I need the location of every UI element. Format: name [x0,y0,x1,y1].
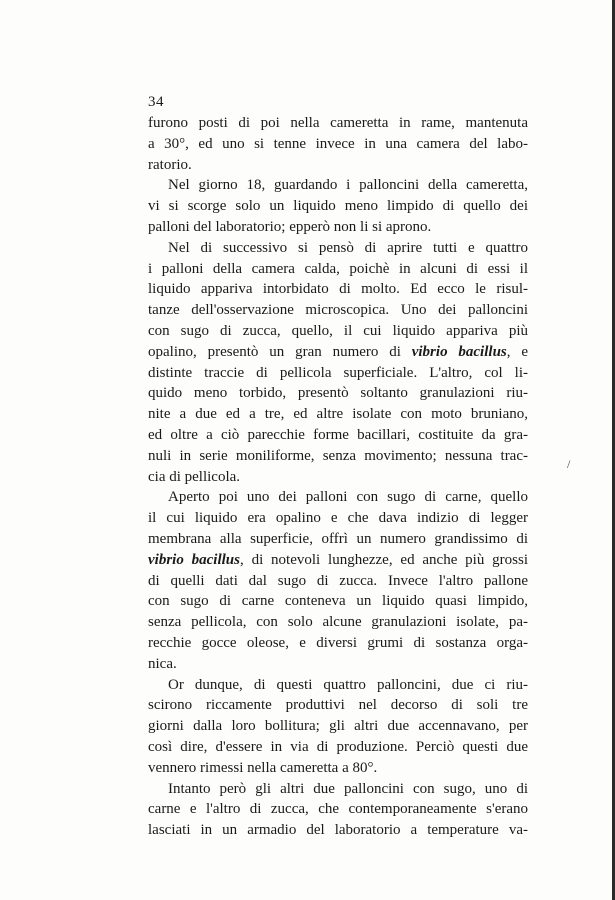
text-line: senza pellicola, con solo alcune granulazioni isolate, pa- [148,614,528,631]
text-line: con sugo di zucca, quello, il cui liquido appariva più [148,322,528,339]
text-line: membrana alla superficie, offrì un numero grandissimo di [148,530,528,547]
text-line: nica. [148,655,177,672]
text-line: nuli in serie moniliforme, senza movimento; nessuna trac- [148,447,528,464]
text-line: liquido appariva intorbidato di molto. Ed ecco le risul- [148,281,528,298]
text-line: così dire, d'essere in via di produzione. Perciò questi due [148,738,528,755]
text-line: ratorio. [148,156,192,173]
text-line: Intanto però gli altri due palloncini con sugo, uno di [168,780,528,797]
text-line: scirono riccamente produttivi nel decorso di soli tre [148,697,528,714]
text-line: opalino, presentò un gran numero di vibrio bacillus, e [148,343,528,360]
text-line: nite a due ed a tre, ed altre isolate con moto bruniano, [148,406,528,423]
text-line: tanze dell'osservazione microscopica. Uno dei palloncini [148,302,528,319]
text-line: Or dunque, di questi quattro palloncini, due ci riu- [168,676,528,693]
text-line: cia di pellicola. [148,468,241,485]
text-line: vi si scorge solo un liquido meno limpido di quello dei [148,198,528,215]
text-line: con sugo di carne conteneva un liquido quasi limpido, [148,593,528,610]
body-text [148,113,528,841]
text-line: Nel giorno 18, guardando i palloncini della cameretta, [168,177,528,194]
text-line: furono posti di poi nella cameretta in rame, mantenuta [148,115,528,131]
text-line: lasciati in un armadio del laboratorio a temperature va- [148,822,528,839]
text-line: Nel di successivo si pensò di aprire tutti e quattro [168,239,528,256]
text-line: di quelli dati dal sugo di zucca. Invece l'altro pallone [148,572,528,589]
margin-mark: / [567,457,571,471]
page-number: 34 [148,94,164,110]
text-line: palloni del laboratorio; epperò non li si aprono. [148,218,432,235]
text-line: distinte traccie di pellicola superficiale. L'altro, col li- [148,364,528,381]
text-line: recchie gocce oleose, e diversi grumi di sostanza orga- [148,634,528,651]
text-line: Aperto poi uno dei palloni con sugo di carne, quello [168,489,528,506]
text-line: a 30°, ed uno si tenne invece in una camera del labo- [148,135,528,152]
text-line: giorni dalla loro bollitura; gli altri due accennavano, per [148,718,528,735]
text-line: i palloni della camera calda, poichè in alcuni di essi il [148,260,528,277]
text-line: carne e l'altro di zucca, che contemporaneamente s'erano [148,801,528,818]
text-line: ed oltre a ciò parecchie forme bacillari, costituite da gra- [148,426,528,443]
text-line: il cui liquido era opalino e che dava indizio di legger [148,510,528,527]
text-line: quido meno torbido, presentò soltanto granulazioni riu- [148,385,528,402]
text-line: vibrio bacillus, di notevoli lunghezze, ed anche più grossi [148,551,529,568]
text-line: vennero rimessi nella cameretta a 80°. [148,759,378,776]
